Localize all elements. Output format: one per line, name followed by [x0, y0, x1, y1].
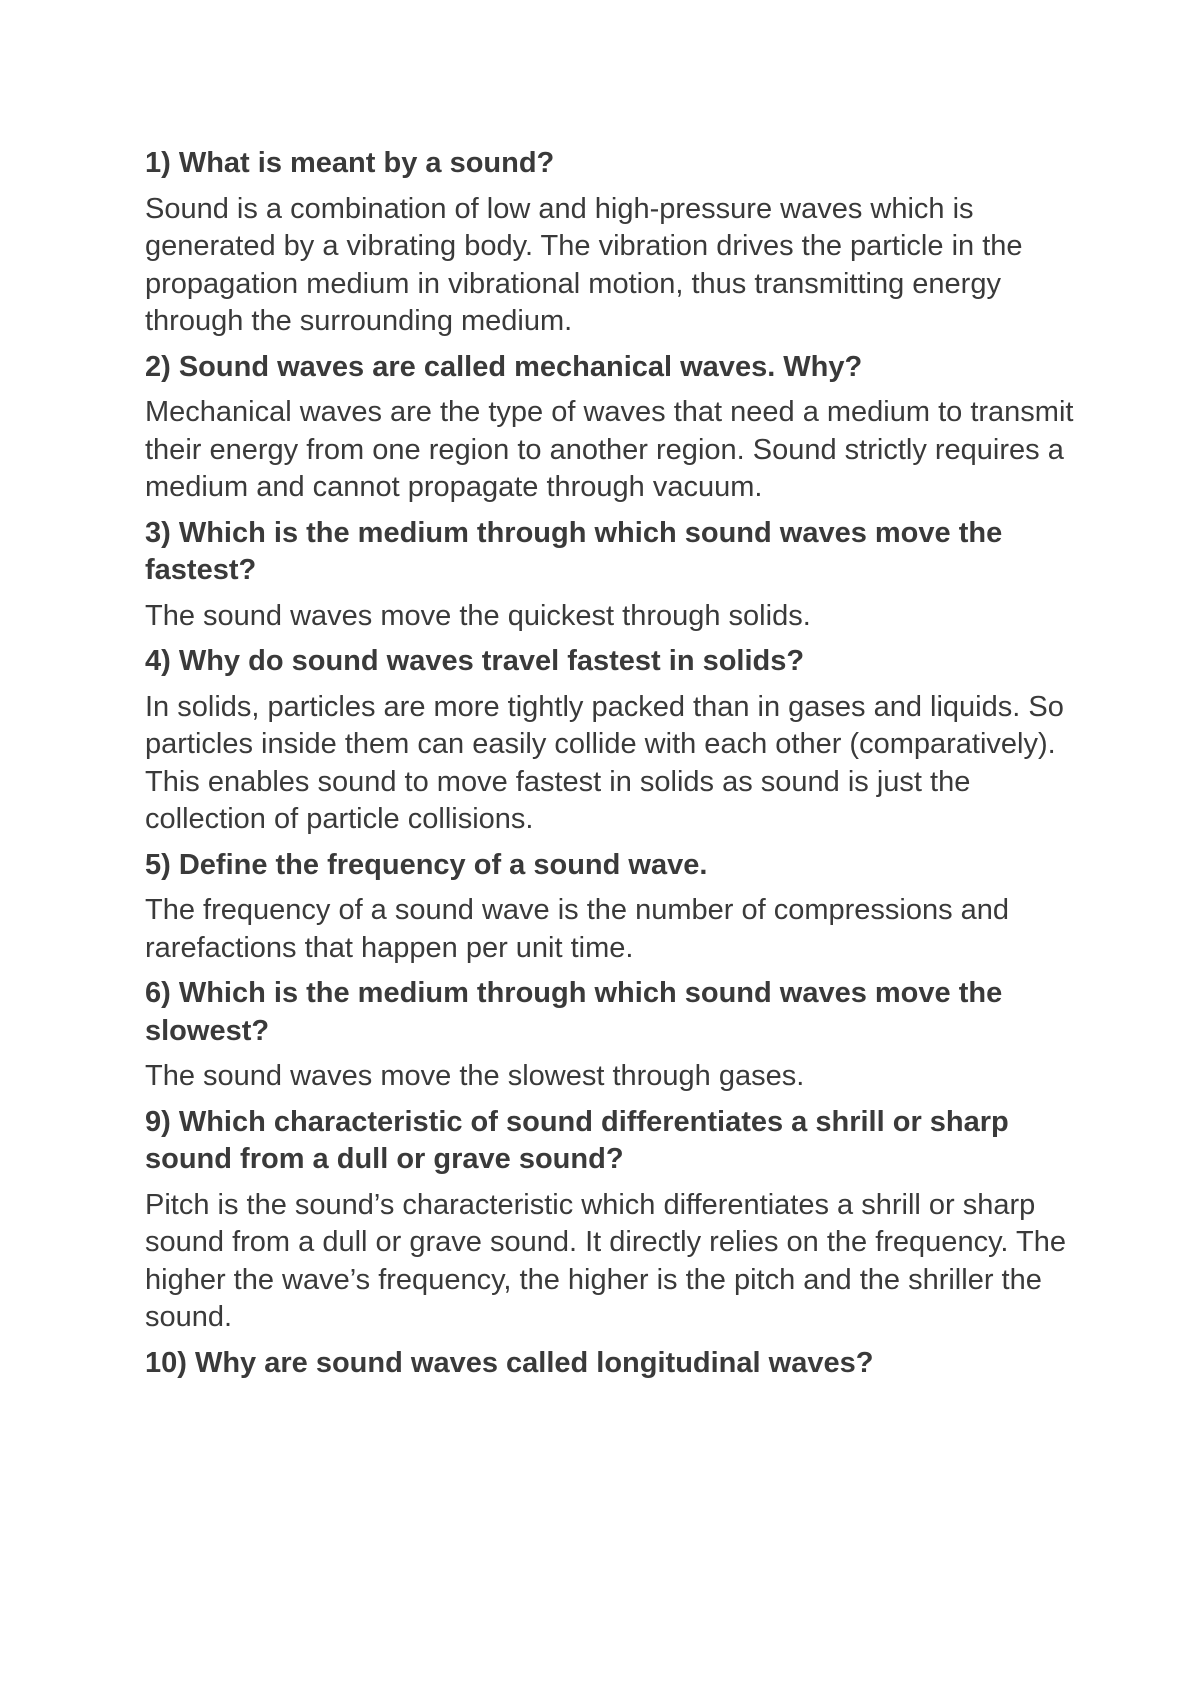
- qa-item-10: [145, 1345, 1080, 1383]
- question-heading: 9) Which characteristic of sound differentiates a shrill or sharp sound from a dull or grave sound?: [145, 1105, 1009, 1175]
- answer-text: Mechanical waves are the type of waves that need a medium to transmit their energy from one region to another region. Sound strictly requires a medium and cannot propagate through vacuum.: [145, 396, 1074, 503]
- answer-text: Sound is a combination of low and high-pressure waves which is generated by a vibrating body. The vibration drives the particle in the propagation medium in vibrational motion, thus transmitting energy through the surrounding medium.: [145, 192, 1023, 337]
- answer-text: The sound waves move the slowest through gases.: [145, 1060, 805, 1092]
- question-heading: 1) What is meant by a sound?: [145, 147, 555, 179]
- question-heading: 4) Why do sound waves travel fastest in solids?: [145, 645, 805, 677]
- document-page: [145, 145, 1080, 1390]
- question-heading: 3) Which is the medium through which sound waves move the fastest?: [145, 516, 1003, 586]
- qa-item-1: [145, 145, 1080, 341]
- qa-item-9: [145, 1104, 1080, 1337]
- question-heading: 2) Sound waves are called mechanical waves. Why?: [145, 350, 863, 383]
- question-heading: 6) Which is the medium through which sound waves move the slowest?: [145, 977, 1003, 1047]
- qa-item-4: [145, 643, 1080, 839]
- qa-item-3: [145, 515, 1080, 636]
- answer-text: Pitch is the sound’s characteristic which differentiates a shrill or sharp sound from a dull or grave sound. It directly relies on the frequency. The higher the wave’s frequency, the higher is the pitch and the shriller the sound.: [145, 1188, 1066, 1333]
- question-heading: 10) Why are sound waves called longitudinal waves?: [145, 1346, 874, 1379]
- answer-text: The frequency of a sound wave is the number of compressions and rarefactions that happen per unit time.: [145, 894, 1010, 964]
- qa-item-6: [145, 975, 1080, 1096]
- question-heading: 5) Define the frequency of a sound wave.: [145, 848, 708, 881]
- answer-text: In solids, particles are more tightly packed than in gases and liquids. So particles inside them can easily collide with each other (comparatively). This enables sound to move fastest in solids as sound is just the collection of particle collisions.: [145, 690, 1064, 835]
- answer-text: The sound waves move the quickest through solids.: [145, 599, 811, 632]
- qa-item-2: [145, 349, 1080, 507]
- qa-item-5: [145, 847, 1080, 968]
